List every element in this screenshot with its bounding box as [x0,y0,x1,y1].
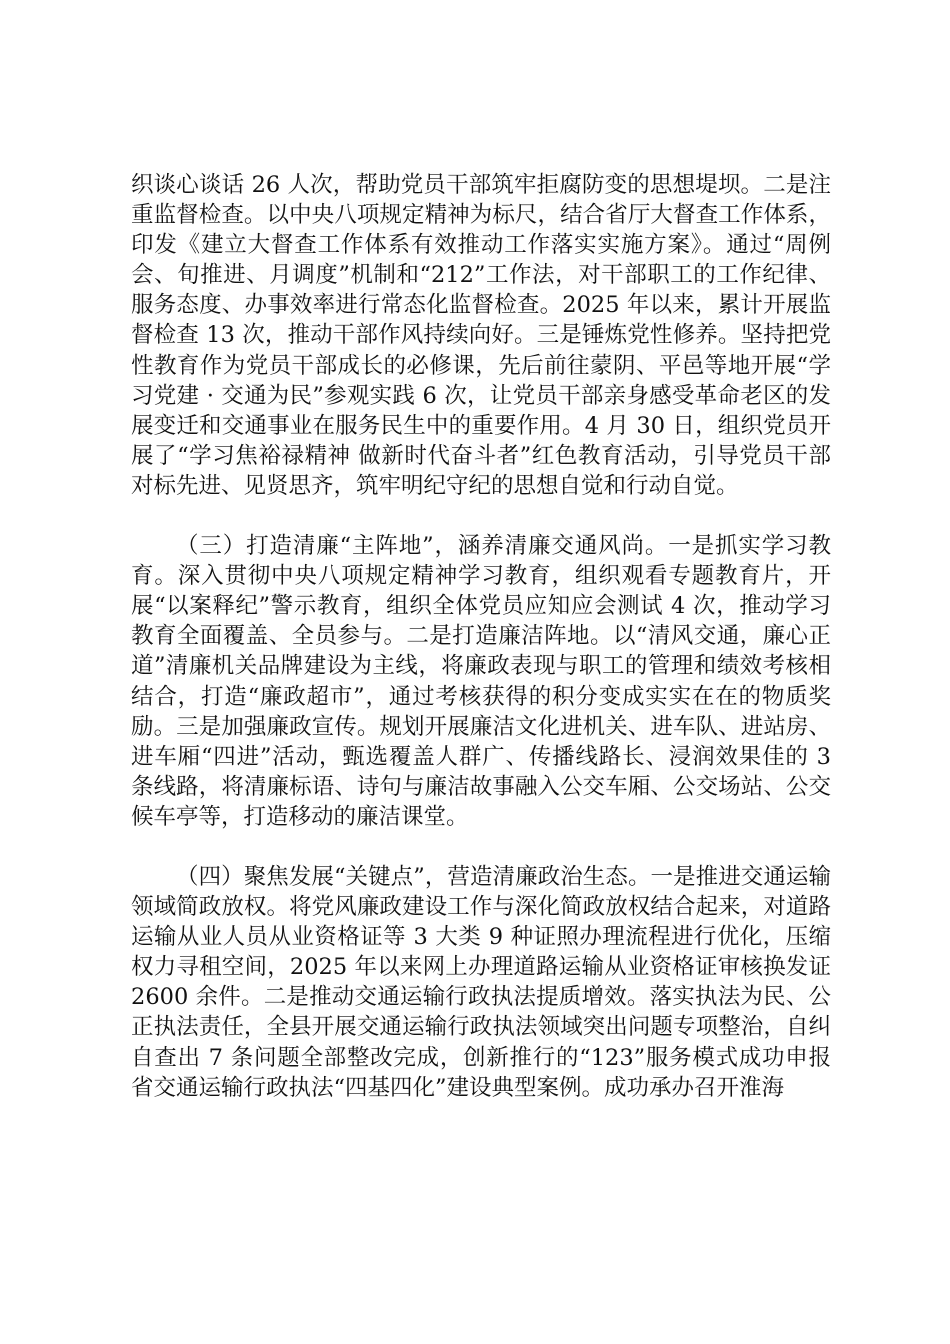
document-body [131,170,831,1103]
paragraph-continuation: 织谈心谈话 26 人次，帮助党员干部筑牢拒腐防变的思想堤坝。二是注重监督检查。以中央八项规定精神为标尺，结合省厅大督查工作体系，印发《建立大督查工作体系有效推动工作落实实施方案》。通过“周例会、旬推进、月调度”机制和“212”工作法，对干部职工的工作纪律、服务态度、办事效率进行常态化监督检查。2025 年以来，累计开展监督检查 13 次，推动干部作风持续向好。三是锤炼党性修养。坚持把党性教育作为党员干部成长的必修课，先后前往蒙阴、平邑等地开展“学习党建 · 交通为民”参观实践 6 次，让党员干部亲身感受革命老区的发展变迁和交通事业在服务民生中的重要作用。4 月 30 日，组织党员开展了“学习焦裕禄精神 做新时代奋斗者”红色教育活动，引导党员干部对标先进、见贤思齐，筑牢明纪守纪的思想自觉和行动自觉。 [131,172,831,499]
paragraph-section-three: （三）打造清廉“主阵地”，涵养清廉交通风尚。一是抓实学习教育。深入贯彻中央八项规定精神学习教育，组织观看专题教育片，开展“以案释纪”警示教育，组织全体党员应知应会测试 4 次，推动学习教育全面覆盖、全员参与。二是打造廉洁阵地。以“清风交通，廉心正道”清廉机关品牌建设为主线，将廉政表现与职工的管理和绩效考核相结合，打造“廉政超市”，通过考核获得的积分变成实实在在的物质奖励。三是加强廉政宣传。规划开展廉洁文化进机关、进车队、进站房、进车厢“四进”活动，甄选覆盖人群广、传播线路长、浸润效果佳的 3 条线路，将清廉标语、诗句与廉洁故事融入公交车厢、公交场站、公交候车亭等，打造移动的廉洁课堂。 [131,533,831,830]
paragraph-section-four: （四）聚焦发展“关键点”，营造清廉政治生态。一是推进交通运输领域简政放权。将党风廉政建设工作与深化简政放权结合起来，对道路运输从业人员从业资格证等 3 大类 9 种证照办理流程进行优化，压缩权力寻租空间，2025 年以来网上办理道路运输从业资格证审核换发证 2600 余件。二是推动交通运输行政执法提质增效。落实执法为民、公正执法责任，全县开展交通运输行政执法领域突出问题专项整治，自纠自查出 7 条问题全部整改完成，创新推行的“123”服务模式成功申报省交通运输行政执法“四基四化”建设典型案例。成功承办召开淮海 [131,863,831,1101]
